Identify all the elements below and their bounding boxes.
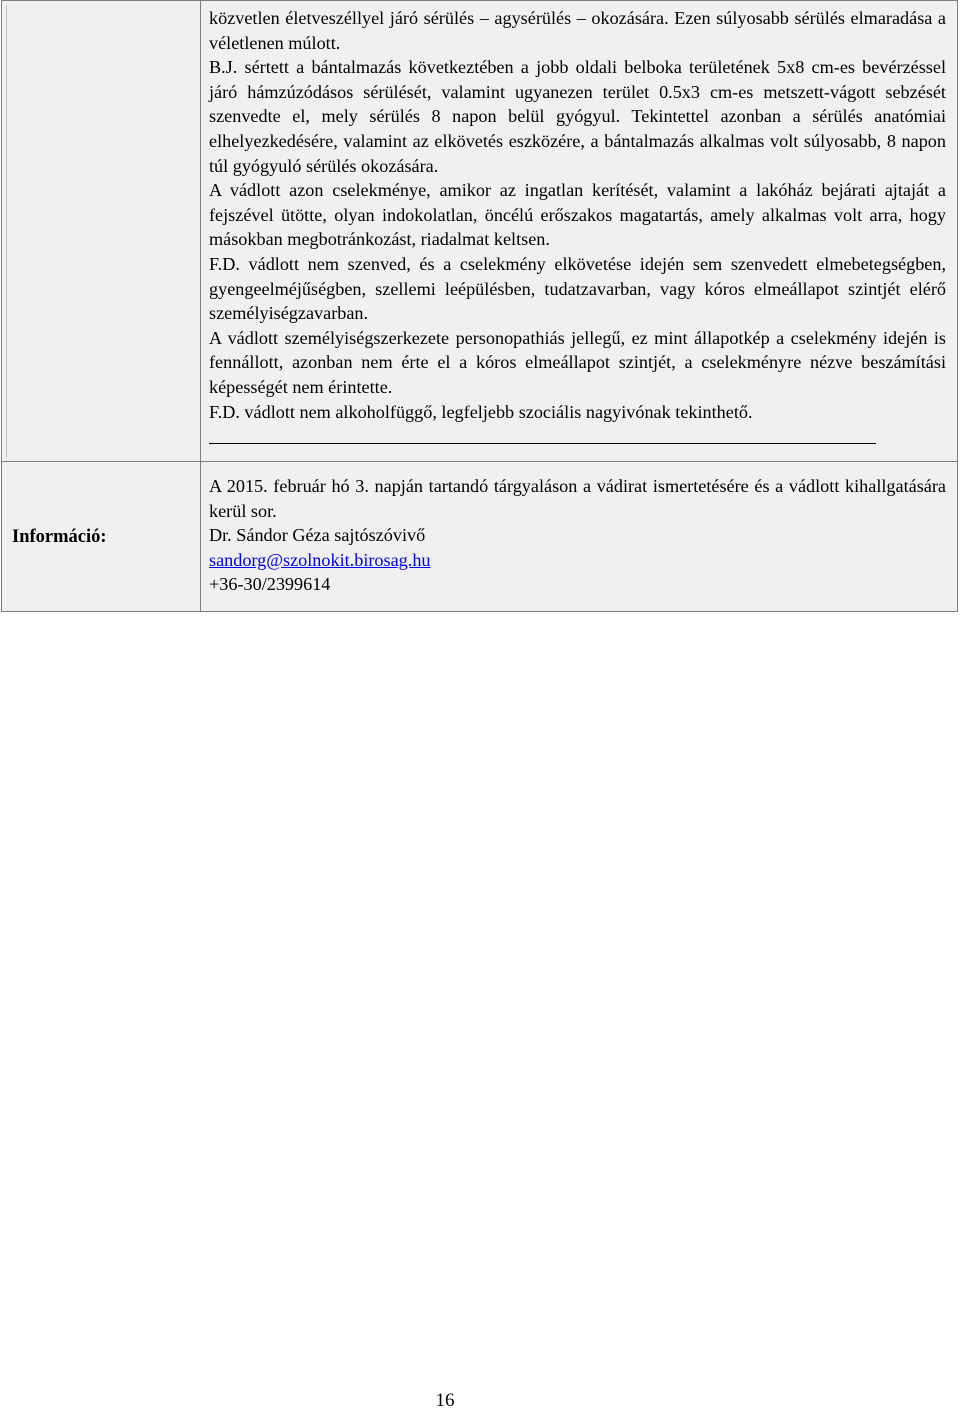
hearing-notice: A 2015. február hó 3. napján tartandó tárgyaláson a vádirat ismertetésére és a vádlott kihallgatására kerül sor. [209, 476, 946, 521]
contact-name: Dr. Sándor Géza sajtószóvivő [209, 525, 426, 546]
paragraph-personality: A vádlott személyiségszerkezete personopathiás jellegű, ez mint állapotkép a cselekmény idején is fennállott, azonban nem érte el a kóros elmeállapot szintjét, a cselekményre nézve beszámítási képességét nem érintette. [209, 327, 946, 397]
contact-email-line [209, 548, 946, 573]
paragraph-alcohol: F.D. vádlott nem alkoholfüggő, legfeljebb szociális nagyivónak tekinthető. [209, 401, 753, 422]
info-label: Információ: [12, 527, 107, 547]
left-cell-inner-border [6, 5, 7, 457]
info-content [209, 474, 946, 597]
contact-phone: +36-30/2399614 [209, 574, 331, 595]
separator-line [209, 443, 876, 444]
contact-email-link[interactable]: sandorg@szolnokit.birosag.hu [209, 549, 431, 570]
paragraph-mental-state: F.D. vádlott nem szenved, és a cselekmény elkövetése idején sem szenvedett elmebetegségben, gyengeelméjűségben, szellemi leépülésben, tudatzavarban, vagy kóros elmeállapot szintjét elérő személyiségzavarban. [209, 253, 946, 324]
row-divider [2, 461, 957, 462]
paragraph-injury-outcome: közvetlen életveszéllyel járó sérülés – agysérülés – okozására. Ezen súlyosabb sérülés elmaradása a véletlenen múlott. [209, 8, 946, 53]
case-description [209, 6, 946, 424]
paragraph-victim-injury: B.J. sértett a bántalmazás következtében a jobb oldali belboka területének 5x8 cm-es bevérzéssel járó hámzúzódásos sérülését, valamint ugyanezen terület 0.5x3 cm-es metszett-vágott sebzését szenvedte el, mely sérülés 8 napon belül gyógyul. Tekintettel azonban a sérülés anatómiai elhelyezkedésére, valamint az elkövetés eszközére, a bántalmazás alkalmas volt súlyosabb, 8 napon túl gyógyuló sérülés okozására. [209, 57, 946, 176]
column-divider [200, 1, 201, 611]
page-number: 16 [435, 1390, 455, 1411]
paragraph-defendant-conduct: A vádlott azon cselekménye, amikor az ingatlan kerítését, valamint a lakóház bejárati ajtaját a fejszével ütötte, olyan indokolatlan, öncélú erőszakos magatartás, amely alkalmas volt arra, hogy másokban megbotránkozást, riadalmat keltsen. [209, 180, 946, 250]
